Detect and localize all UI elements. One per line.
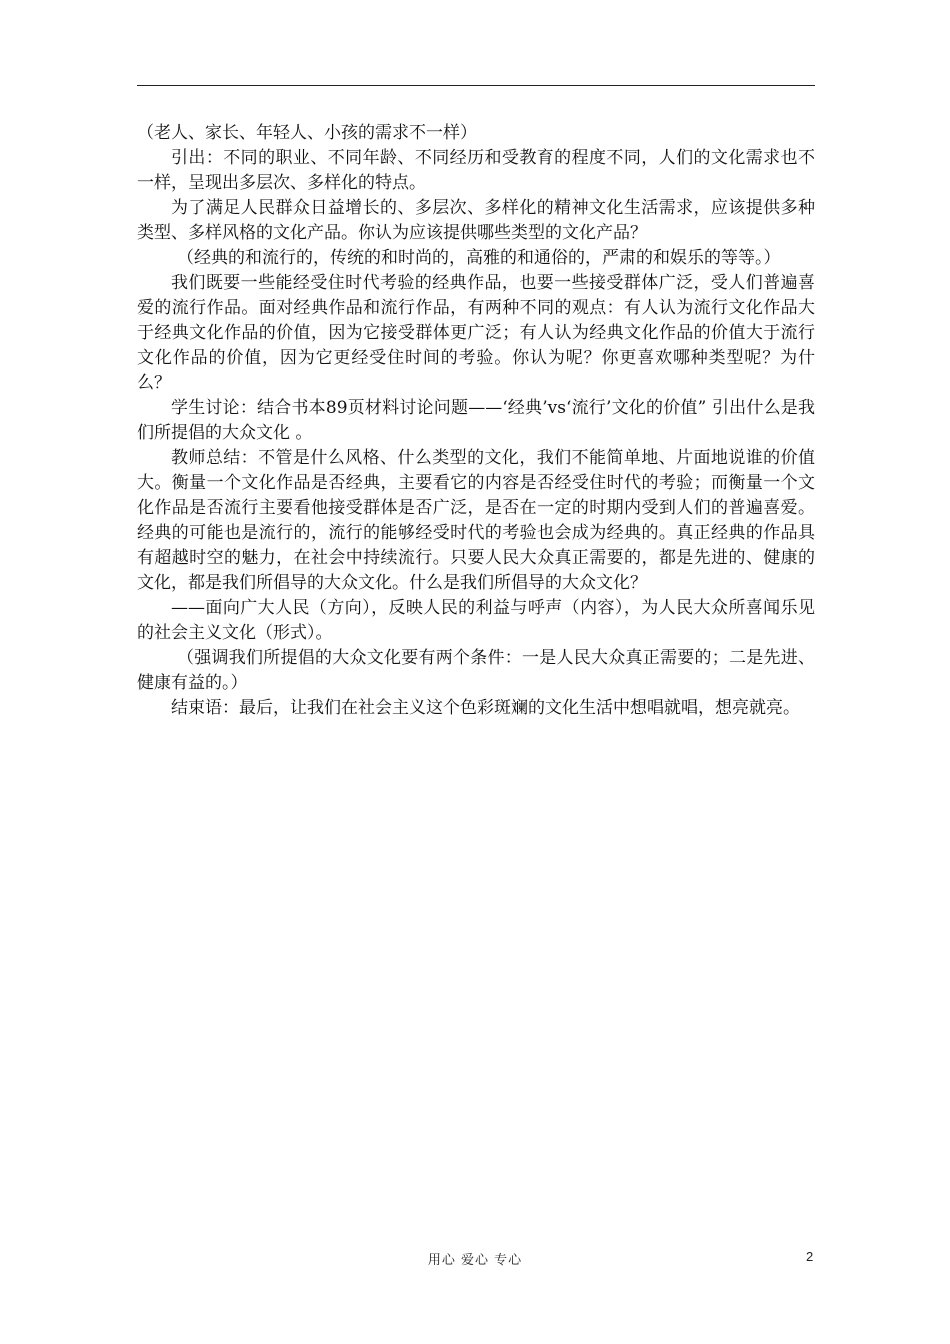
paragraph-teacher-summary: 教师总结：不管是什么风格、什么类型的文化，我们不能简单地、片面地说谁的价值大。衡量一个文化作品是否经典，主要看它的内容是否经受住时代的考验；而衡量一个文化作品是否流行主要看他接受群体是否广泛，是否在一定的时期内受到人们的普遍喜爱。经典的可能也是流行的，流行的能够经受时代的考验也会成为经典的。真正经典的作品具有超越时空的魅力，在社会中持续流行。只要人民大众真正需要的，都是先进的、健康的文化，都是我们所倡导的大众文化。什么是我们所倡导的大众文化？ — [137, 448, 815, 593]
page-number: 2 — [806, 1249, 814, 1264]
paragraph-two-conditions: （强调我们所提倡的大众文化要有两个条件：一是人民大众真正需要的；二是先进、健康有益的。） — [137, 648, 815, 693]
document-body — [137, 121, 815, 721]
paragraph-closing: 结束语：最后，让我们在社会主义这个色彩斑斓的文化生活中想唱就唱，想亮就亮。 — [171, 698, 800, 718]
paragraph-question-types: 为了满足人民群众日益增长的、多层次、多样化的精神文化生活需求，应该提供多种类型、多样风格的文化产品。你认为应该提供哪些类型的文化产品？ — [137, 198, 815, 243]
paragraph-types-answer: （经典的和流行的，传统的和时尚的，高雅的和通俗的，严肃的和娱乐的等等。） — [177, 248, 781, 268]
paragraph-student-discussion: 学生讨论：结合书本89页材料讨论问题——‘经典’vs‘流行’文化的价值” 引出什么是我们所提倡的大众文化 。 — [137, 398, 815, 443]
paragraph-lead-in: 引出：不同的职业、不同年龄、不同经历和受教育的程度不同，人们的文化需求也不一样，呈现出多层次、多样化的特点。 — [137, 148, 815, 193]
paragraph-mass-culture-definition: ——面向广大人民（方向），反映人民的利益与呼声（内容），为人民大众所喜闻乐见的社会主义文化（形式）。 — [137, 598, 815, 643]
header-rule — [137, 85, 815, 86]
paragraph-classic-vs-popular: 我们既要一些能经受住时代考验的经典作品，也要一些接受群体广泛，受人们普遍喜爱的流行作品。面对经典作品和流行作品，有两种不同的观点：有人认为流行文化作品大于经典文化作品的价值，因为它接受群体更广泛；有人认为经典文化作品的价值大于流行文化作品的价值，因为它更经受住时间的考验。你认为呢？你更喜欢哪种类型呢？为什么？ — [137, 273, 815, 393]
paragraph-needs-differ: （老人、家长、年轻人、小孩的需求不一样） — [137, 123, 477, 143]
footer-motto: 用心 爱心 专心 — [427, 1253, 523, 1268]
